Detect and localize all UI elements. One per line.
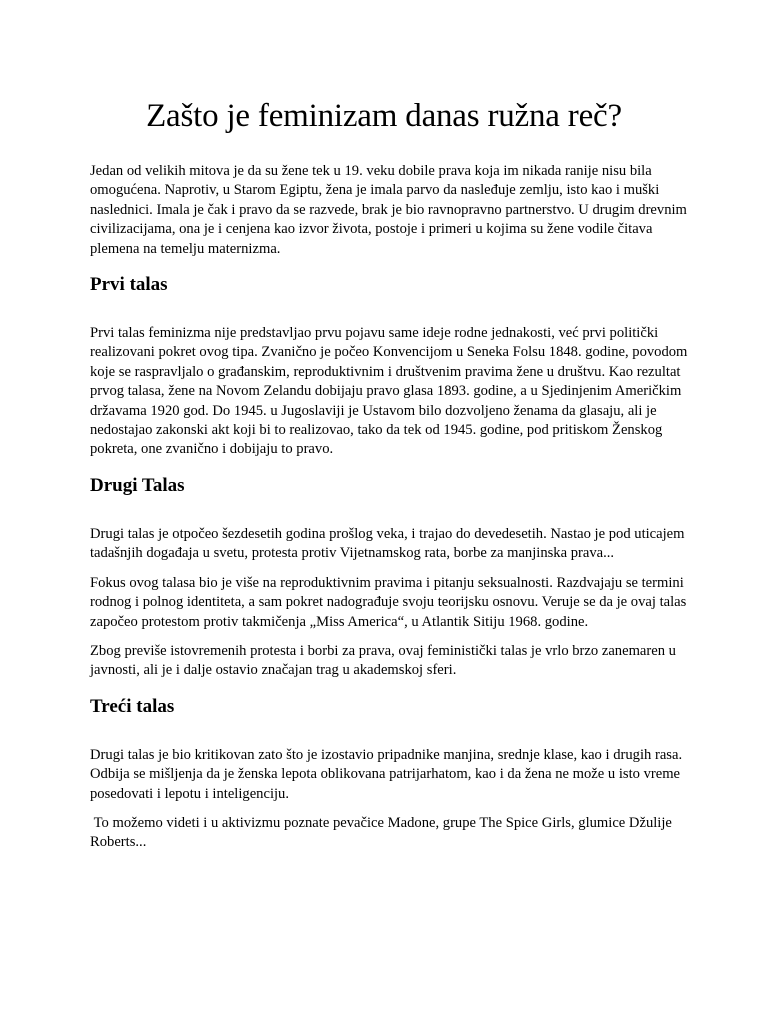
- paragraph: To možemo videti i u aktivizmu poznate pevačice Madone, grupe The Spice Girls, glumice Džulije Roberts...: [90, 814, 676, 851]
- paragraph: Fokus ovog talasa bio je više na reproduktivnim pravima i pitanju seksualnosti. Razdvajaju se termini rodnog i polnog identiteta, a sam pokret nadograđuje svoju teorijsku osnovu. Veruje se da je ovaj talas započeo protestom protiv takmičenja „Miss America“, u Atlantik Sitiju 1968. godine.: [90, 574, 687, 630]
- paragraph: Drugi talas je otpočeo šezdesetih godina prošlog veka, i trajao do devedesetih. Nastao je pod uticajem tadašnjih događaja u svetu, protesta protiv Vijetnamskog rata, borbe za manjinska prava...: [90, 525, 685, 562]
- document-title: Zašto je feminizam danas ružna reč?: [146, 98, 622, 134]
- paragraph: Zbog previše istovremenih protesta i borbi za prava, ovaj feministički talas je vrlo brzo zanemaren u javnosti, ali je i dalje ostavio značajan trag u akademskoj sferi.: [90, 642, 676, 679]
- section-heading-drugi-talas: Drugi Talas: [90, 474, 185, 496]
- document-body: [90, 162, 695, 863]
- intro-paragraph: Jedan od velikih mitova je da su žene tek u 19. veku dobile prava koja im nikada ranije nisu bila omogućena. Naprotiv, u Starom Egiptu, žena je imala parvo da nasleđuje zemlju, isto kao i muški naslednici. Imala je čak i pravo da se razvede, brak je bio ravnopravno partnerstvo. U drugim drevnim civilizacijama, ona je i cenjena kao izvor života, postoje i primeri u kojima su žene vodile čitava plemena na temelju maternizma.: [90, 163, 687, 257]
- section-heading-treci-talas: Treći talas: [90, 695, 175, 717]
- section-heading-prvi-talas: Prvi talas: [90, 274, 168, 296]
- paragraph: Prvi talas feminizma nije predstavljao prvu pojavu same ideje rodne jednakosti, već prvi politički realizovani pokret ovog tipa. Zvanično je počeo Konvencijom u Seneka Folsu 1848. godine, povodom koje se raspravljalo o građanskim, reproduktivnim i društvenim pravima žene u društvu. Kao rezultat prvog talasa, žene na Novom Zelandu dobijaju pravo glasa 1893. godine, a u Sjedinjenim Američkim državama 1920 god. Do 1945. u Jugoslaviji je Ustavom bilo dozvoljeno ženama da glasaju, ali je nedostajao zakonski akt koji bi to realizovao, tako da tek od 1945. godine, pod pritiskom Ženskog pokreta, one zvanično i dobijaju to pravo.: [90, 325, 688, 458]
- paragraph: Drugi talas je bio kritikovan zato što je izostavio pripadnike manjina, srednje klase, kao i drugih rasa. Odbija se mišljenja da je ženska lepota oblikovana patrijarhatom, kao i da žena ne može u isto vreme posedovati i lepotu i inteligenciju.: [90, 746, 683, 802]
